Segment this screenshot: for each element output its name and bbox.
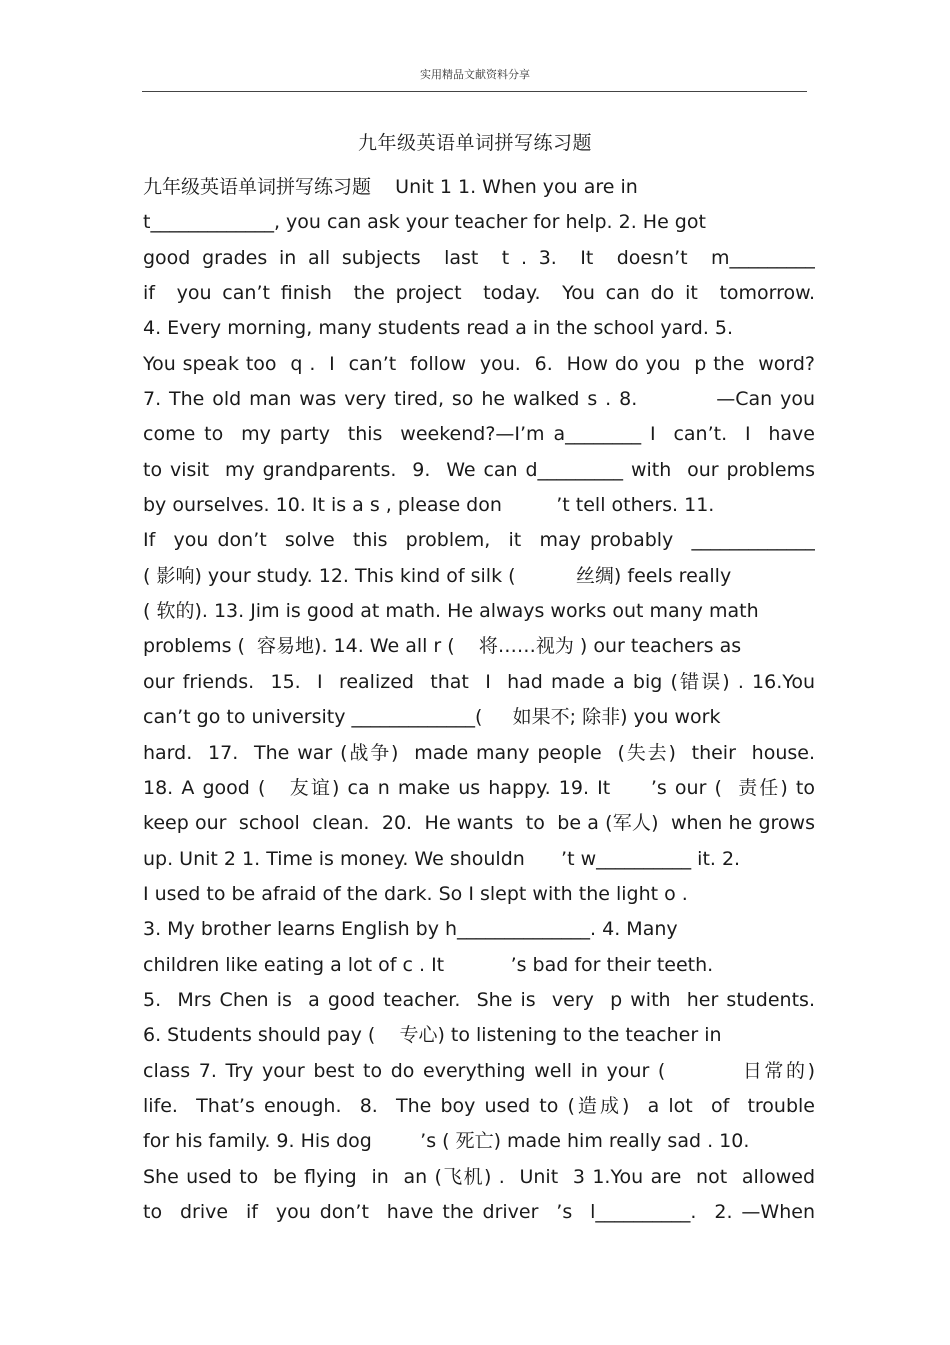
text-line: If you don’t solve this problem, it may probably _____________	[143, 529, 815, 552]
text-line: if you can’t finish the project today. You can do it tomorrow.	[143, 282, 815, 305]
text-line: to visit my grandparents. 9. We can d_________ with our problems	[143, 458, 815, 481]
text-line: by ourselves. 10. It is a s , please don ’t tell others. 11.	[143, 494, 715, 517]
text-line: 7. The old man was very tired, so he walked s . 8. —Can you	[143, 388, 815, 411]
text-line: can’t go to university _____________( 如果不; 除非) you work	[143, 706, 721, 729]
text-line: 6. Students should pay ( 专心) to listening to the teacher in	[143, 1024, 722, 1047]
text-line: class 7. Try your best to do everything well in your ( 日常的)	[143, 1059, 815, 1082]
page-header: 实用精品文献资料分享	[420, 68, 530, 81]
text-line: I used to be afraid of the dark. So I slept with the light o .	[143, 882, 688, 905]
text-line: t_____________, you can ask your teacher for help. 2. He got	[143, 211, 706, 234]
text-line: children like eating a lot of c . It ’s bad for their teeth.	[143, 953, 714, 976]
text-line: our friends. 15. I realized that I had made a big (错误) . 16.You	[143, 670, 815, 693]
document-title: 九年级英语单词拼写练习题	[357, 132, 592, 154]
header-divider	[142, 91, 807, 92]
text-line: to drive if you don’t have the driver ’s l__________. 2. —When	[143, 1200, 815, 1223]
text-line: problems ( 容易地). 14. We all r ( 将……视为 ) our teachers as	[143, 635, 742, 658]
text-line: life. That’s enough. 8. The boy used to (造成) a lot of trouble	[143, 1094, 815, 1117]
text-line: ( 软的). 13. Jim is good at math. He always works out many math	[143, 600, 759, 623]
text-line: hard. 17. The war (战争) made many people (失去) their house.	[143, 741, 815, 764]
text-line: come to my party this weekend?—I’m a________ I can’t. I have	[143, 423, 815, 446]
text-line: 九年级英语单词拼写练习题 Unit 1 1. When you are in	[143, 176, 638, 198]
text-line: She used to be flying in an (飞机) . Unit 3 1.You are not allowed	[143, 1165, 815, 1188]
text-line: 5. Mrs Chen is a good teacher. She is very p with her students.	[143, 988, 815, 1011]
text-line: 3. My brother learns English by h______________. 4. Many	[143, 918, 678, 941]
text-line: You speak too q . I can’t follow you. 6. How do you p the word?	[143, 352, 815, 375]
text-line: 4. Every morning, many students read a in the school yard. 5.	[143, 317, 734, 340]
text-line: up. Unit 2 1. Time is money. We shouldn ’t w__________ it. 2.	[143, 847, 741, 870]
text-line: good grades in all subjects last t . 3. It doesn’t m_________	[143, 246, 815, 269]
text-line: ( 影响) your study. 12. This kind of silk ( 丝绸) feels really	[143, 564, 732, 587]
exercise-body	[143, 170, 815, 1230]
text-line: keep our school clean. 20. He wants to be a (军人) when he grows	[143, 812, 815, 835]
text-line: for his family. 9. His dog ’s ( 死亡) made him really sad . 10.	[143, 1130, 750, 1153]
text-line: 18. A good ( 友谊) ca n make us happy. 19. It ’s our ( 责任) to	[143, 776, 815, 799]
